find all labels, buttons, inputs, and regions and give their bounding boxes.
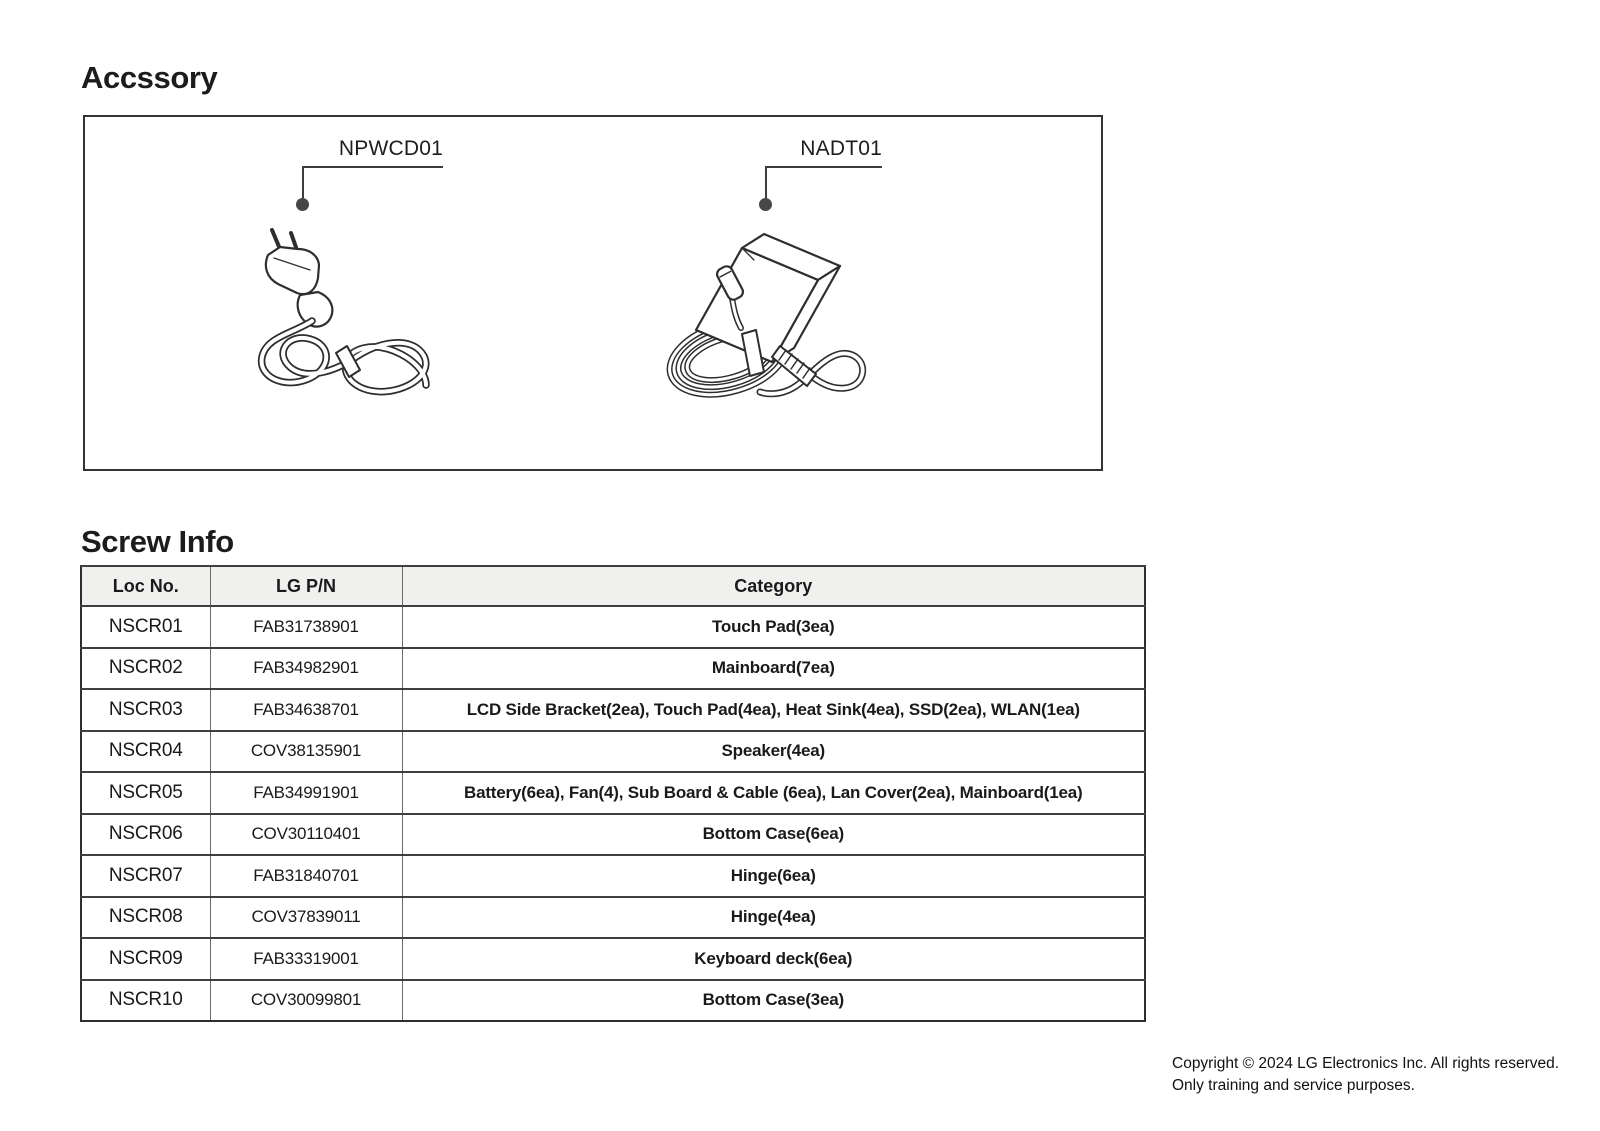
table-row: [81, 689, 1145, 731]
callout-dot: [759, 198, 772, 211]
purpose-line: Only training and service purposes.: [1172, 1076, 1415, 1094]
table-row: [81, 606, 1145, 648]
power-cord-illustration: [240, 225, 470, 415]
loc-no-cell: NSCR10: [81, 980, 210, 1022]
column-header-loc-no: Loc No.: [81, 566, 210, 606]
screw-info-section-title: Screw Info: [81, 524, 234, 559]
accessory-section-title: Accssory: [81, 60, 218, 95]
lg-pn-cell: COV30110401: [210, 814, 402, 856]
loc-no-cell: NSCR02: [81, 648, 210, 690]
loc-no-cell: NSCR05: [81, 772, 210, 814]
leader-line: [765, 166, 882, 168]
ac-adapter-illustration: [650, 226, 920, 414]
loc-no-cell: NSCR06: [81, 814, 210, 856]
loc-no-cell: NSCR03: [81, 689, 210, 731]
copyright-line: Copyright © 2024 LG Electronics Inc. All rights reserved.: [1172, 1055, 1560, 1072]
screw-info-table: [80, 565, 1146, 1022]
category-cell: Speaker(4ea): [402, 731, 1145, 773]
table-row: [81, 938, 1145, 980]
category-cell: Hinge(4ea): [402, 897, 1145, 939]
leader-line: [302, 166, 304, 200]
category-cell: Bottom Case(6ea): [402, 814, 1145, 856]
lg-pn-cell: COV38135901: [210, 731, 402, 773]
table-row: [81, 814, 1145, 856]
category-cell: Keyboard deck(6ea): [402, 938, 1145, 980]
part-label-npwcd01: NPWCD01: [338, 137, 443, 160]
lg-pn-cell: FAB31738901: [210, 606, 402, 648]
column-header-category: Category: [402, 566, 1145, 606]
table-row: [81, 731, 1145, 773]
loc-no-cell: NSCR04: [81, 731, 210, 773]
category-cell: Bottom Case(3ea): [402, 980, 1145, 1022]
callout-dot: [296, 198, 309, 211]
table-row: [81, 772, 1145, 814]
category-cell: Battery(6ea), Fan(4), Sub Board & Cable (6ea), Lan Cover(2ea), Mainboard(1ea): [402, 772, 1145, 814]
loc-no-cell: NSCR07: [81, 855, 210, 897]
category-cell: LCD Side Bracket(2ea), Touch Pad(4ea), Heat Sink(4ea), SSD(2ea), WLAN(1ea): [402, 689, 1145, 731]
loc-no-cell: NSCR09: [81, 938, 210, 980]
lg-pn-cell: COV37839011: [210, 897, 402, 939]
accessory-figure-box: [83, 115, 1103, 471]
lg-pn-cell: FAB33319001: [210, 938, 402, 980]
category-cell: Touch Pad(3ea): [402, 606, 1145, 648]
loc-no-cell: NSCR08: [81, 897, 210, 939]
lg-pn-cell: FAB34991901: [210, 772, 402, 814]
category-cell: Hinge(6ea): [402, 855, 1145, 897]
lg-pn-cell: FAB31840701: [210, 855, 402, 897]
table-row: [81, 980, 1145, 1022]
lg-pn-cell: COV30099801: [210, 980, 402, 1022]
table-row: [81, 648, 1145, 690]
table-header-row: [81, 566, 1145, 606]
loc-no-cell: NSCR01: [81, 606, 210, 648]
column-header-lg-pn: LG P/N: [210, 566, 402, 606]
lg-pn-cell: FAB34982901: [210, 648, 402, 690]
category-cell: Mainboard(7ea): [402, 648, 1145, 690]
table-row: [81, 855, 1145, 897]
part-label-nadt01: NADT01: [800, 137, 882, 160]
lg-pn-cell: FAB34638701: [210, 689, 402, 731]
copyright-notice: [1172, 1053, 1559, 1096]
leader-line: [765, 166, 767, 200]
leader-line: [302, 166, 443, 168]
table-row: [81, 897, 1145, 939]
